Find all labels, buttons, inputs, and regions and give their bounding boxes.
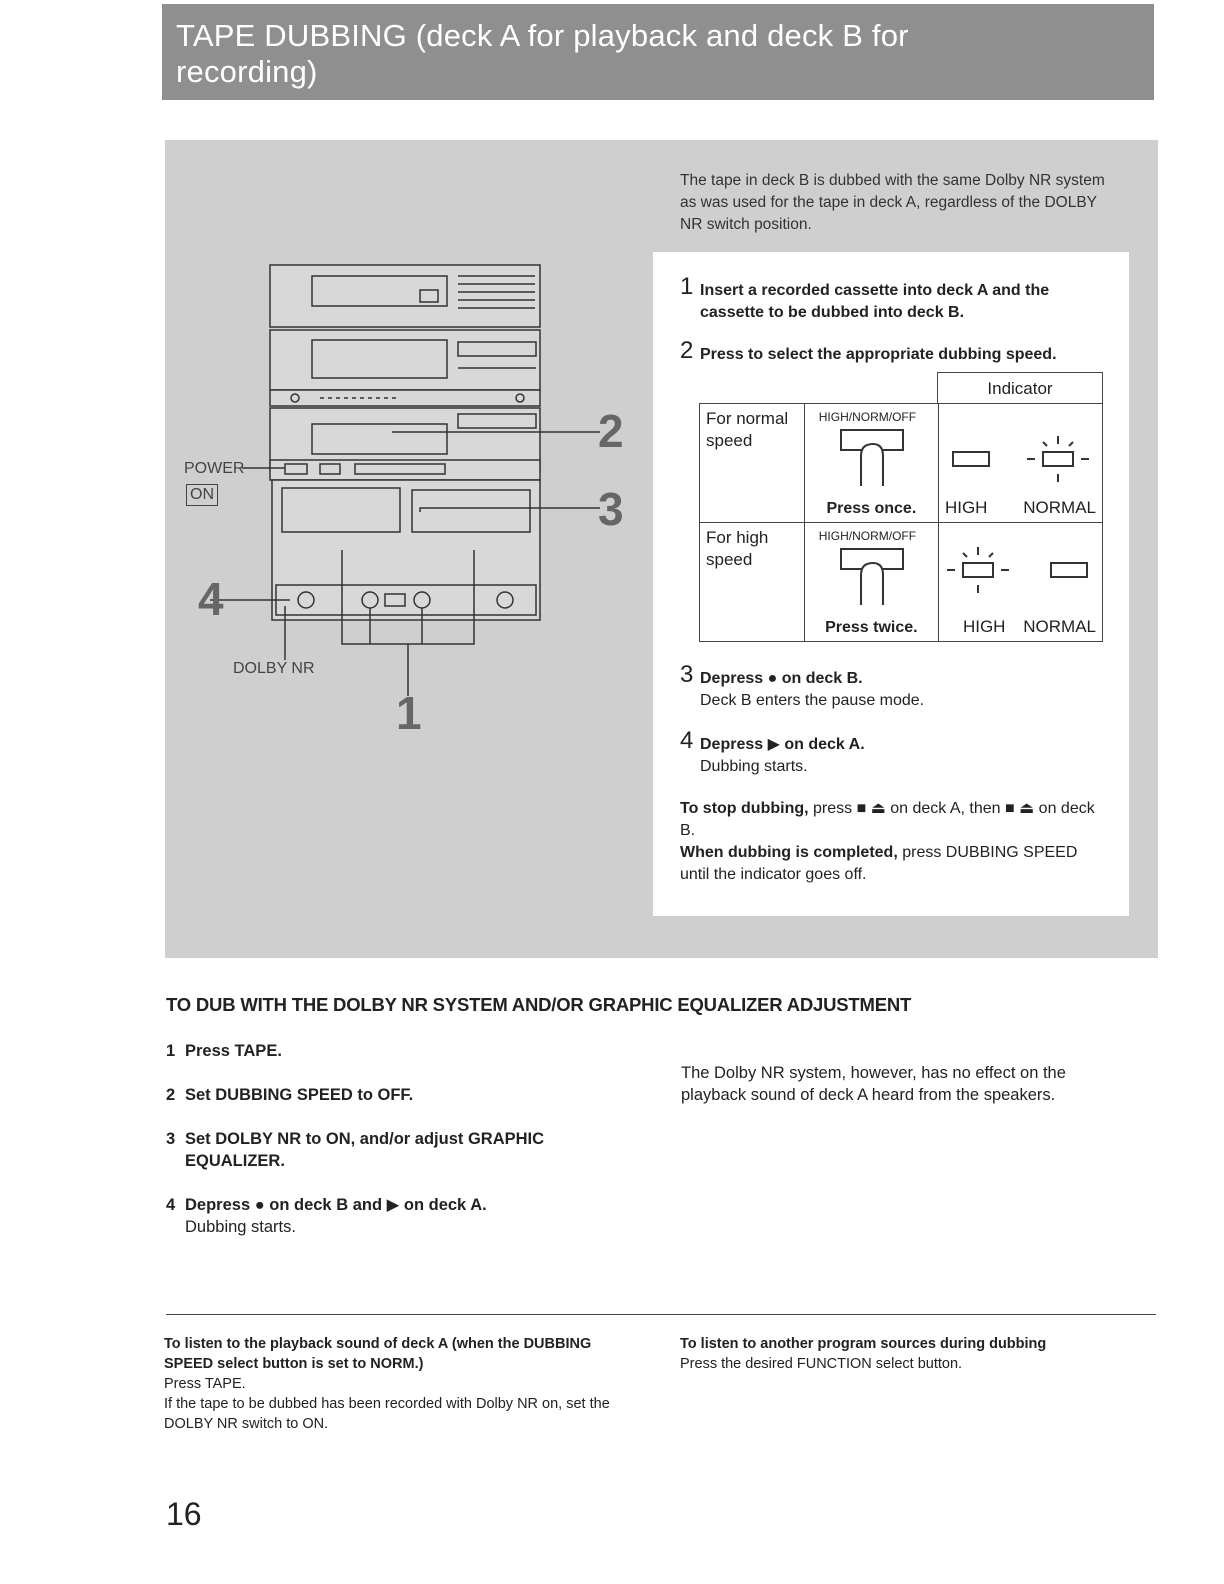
table-row — [700, 404, 1103, 523]
footer-right-title: To listen to another program sources during dubbing — [680, 1336, 1047, 1352]
speed-table — [699, 372, 1103, 641]
step-text: Press to select the appropriate dubbing speed. — [700, 346, 1057, 363]
indicator-normal: NORMAL — [1023, 498, 1096, 517]
callout-1: 1 — [396, 687, 422, 739]
footer-right — [680, 1334, 1120, 1374]
item-title: Depress ● on deck B and ▶ on deck A. — [185, 1196, 487, 1214]
on-label: ON — [186, 484, 218, 506]
indicator-icon — [939, 432, 1103, 492]
dolby-section-title: TO DUB WITH THE DOLBY NR SYSTEM AND/OR GRAPHIC EQUALIZER ADJUSTMENT — [166, 994, 912, 1015]
footer-left — [164, 1334, 634, 1434]
table-row — [700, 523, 1103, 642]
step-2 — [680, 337, 1100, 366]
button-caption: HIGH/NORM/OFF — [818, 529, 917, 543]
completed-text: press DUBBING SPEED until the indicator goes off. — [680, 844, 1078, 883]
footer-right-line1: Press the desired FUNCTION select button. — [680, 1356, 963, 1372]
speed-label: For normal speed — [706, 409, 789, 450]
press-instruction: Press twice. — [825, 619, 918, 636]
indicator-high: HIGH — [962, 617, 1006, 636]
press-button-icon — [805, 426, 939, 496]
press-button-icon — [805, 545, 939, 615]
step-number: 4 — [680, 727, 694, 754]
item-number: 4 — [166, 1196, 176, 1214]
intro-text: The tape in deck B is dubbed with the same Dolby NR system as was used for the tape in deck A, regardless of the DOLBY NR switch position. — [680, 172, 1105, 233]
footer-left-line2: If the tape to be dubbed has been recorded with Dolby NR on, set the DOLBY NR switch to ON. — [164, 1396, 610, 1432]
page-number: 16 — [166, 1496, 202, 1532]
step-3 — [680, 661, 1100, 712]
footer-left-line1: Press TAPE. — [164, 1376, 246, 1392]
callout-2: 2 — [598, 405, 624, 457]
footer-left-title: To listen to the playback sound of deck A (when the DUBBING SPEED select button is set to NORM.) — [164, 1336, 592, 1372]
indicator-normal: NORMAL — [1023, 617, 1096, 636]
step-title: Depress ▶ on deck A. — [700, 736, 865, 753]
step-1 — [680, 273, 1100, 324]
item-text: Set DOLBY NR to ON, and/or adjust GRAPHIC EQUALIZER. — [185, 1130, 545, 1170]
callout-3: 3 — [598, 483, 624, 535]
power-label: POWER — [184, 460, 245, 477]
stereo-diagram — [180, 250, 650, 730]
callout-4: 4 — [198, 573, 224, 625]
item-text — [185, 1194, 605, 1238]
step-sub: Deck B enters the pause mode. — [700, 692, 925, 709]
page-title: TAPE DUBBING (deck A for playback and deck B for recording) — [176, 18, 909, 89]
item-text: Set DUBBING SPEED to OFF. — [185, 1086, 414, 1104]
item-number: 1 — [166, 1042, 176, 1060]
step-sub: Dubbing starts. — [700, 758, 808, 775]
step-title: Depress ● on deck B. — [700, 670, 863, 687]
divider — [166, 1314, 1156, 1315]
step-text: Insert a recorded cassette into deck A and the cassette to be dubbed into deck B. — [700, 282, 1050, 321]
indicator-icon — [939, 543, 1103, 603]
step-4 — [680, 727, 1100, 778]
press-instruction: Press once. — [826, 500, 917, 517]
item-text: Press TAPE. — [185, 1042, 282, 1060]
button-caption: HIGH/NORM/OFF — [818, 410, 917, 424]
item-number: 2 — [166, 1086, 176, 1104]
step-number: 2 — [680, 337, 694, 364]
item-sub: Dubbing starts. — [185, 1218, 296, 1236]
step-number: 3 — [680, 661, 694, 688]
item-number: 3 — [166, 1130, 176, 1148]
indicator-header: Indicator — [937, 372, 1103, 404]
stop-text: press ■ ⏏ on deck A, then ■ ⏏ on deck B. — [680, 800, 1095, 839]
header-banner — [162, 4, 1154, 100]
step-number: 1 — [680, 273, 694, 300]
indicator-high: HIGH — [944, 498, 988, 517]
dolby-nr-label: DOLBY NR — [233, 660, 315, 677]
stop-title: To stop dubbing, — [680, 800, 809, 817]
dolby-note: The Dolby NR system, however, has no effect on the playback sound of deck A heard from the speakers. — [681, 1064, 1066, 1104]
completed-title: When dubbing is completed, — [680, 844, 898, 861]
stop-instructions — [680, 798, 1100, 886]
speed-label: For high speed — [706, 528, 769, 569]
